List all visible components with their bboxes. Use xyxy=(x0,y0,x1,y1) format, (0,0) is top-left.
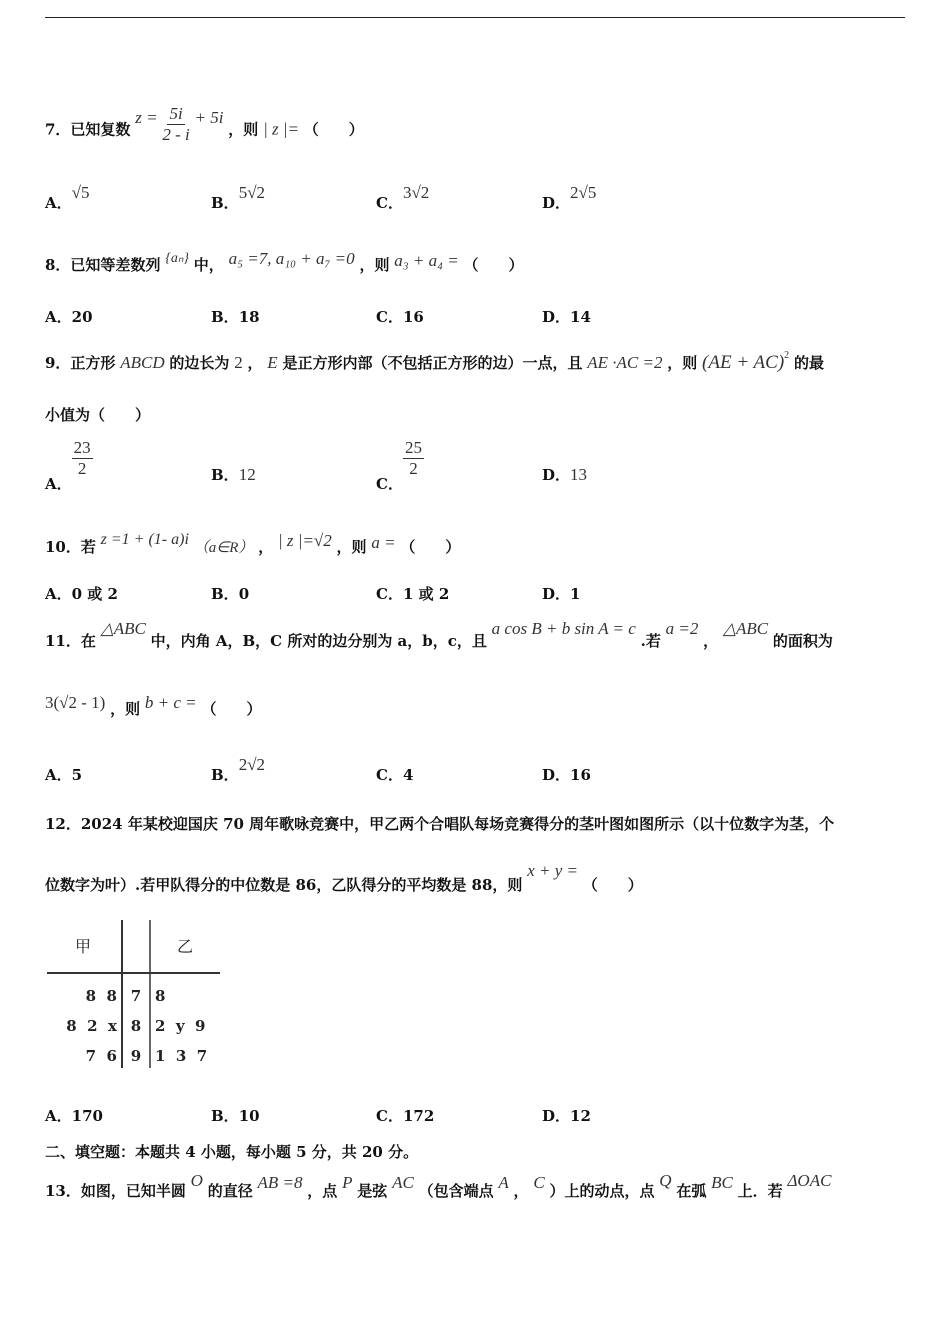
q10-prefix: 10．若 xyxy=(45,538,96,556)
q8-suffix: （ ） xyxy=(463,256,524,274)
q8-option-b: B．18 xyxy=(211,308,260,326)
q9-length: 2 xyxy=(234,353,243,372)
q9-option-a-fraction: $\frac{23}{2}$ xyxy=(73,438,91,478)
q12-target: x + y = xyxy=(527,861,578,880)
q7-abs: | z |= xyxy=(263,119,299,139)
q9-option-d: D．13 xyxy=(542,465,588,484)
row1-right-leaves: 8 xyxy=(155,987,166,1005)
stem-leaf-diagram xyxy=(45,918,225,1078)
q9-prefix: 9．正方形 xyxy=(45,354,116,372)
q10-condition: （a∈R） xyxy=(193,540,254,556)
q13-t6: ）上的动点，点 xyxy=(549,1182,655,1200)
row3-stem: 9 xyxy=(130,1047,142,1065)
q13-t1: 的直径 xyxy=(207,1182,253,1200)
q13-oac: ΔOAC xyxy=(787,1171,832,1190)
q11-a-value: a =2 xyxy=(665,619,699,638)
q11-condition: a cos B + b sin A = c xyxy=(491,619,636,638)
q11-area: 3(√2 - 1) xyxy=(45,693,106,712)
q8-target: a₃ + a₄ = xyxy=(394,251,459,270)
q11-option-b: B．2√2 xyxy=(211,755,266,784)
q8-mid2: ，则 xyxy=(359,256,390,274)
q8-option-a: A．20 xyxy=(45,308,93,326)
row2-right-leaves: 2 y 9 xyxy=(155,1017,206,1035)
q10-option-d: D．1 xyxy=(542,585,581,603)
q10-formula: z =1 + (1- a)i xyxy=(100,531,189,548)
left-header: 甲 xyxy=(74,937,92,956)
q12-option-a: A．170 xyxy=(45,1107,103,1125)
q9-option-c-fraction: $\frac{25}{2}$ xyxy=(404,438,422,478)
q13-o: O xyxy=(190,1171,203,1190)
row3-right-leaves: 1 3 7 xyxy=(155,1047,208,1065)
section-2-heading: 二、填空题：本题共 4 小题，每小题 5 分，共 20 分。 xyxy=(45,1143,419,1161)
q12-suffix: （ ） xyxy=(582,876,643,894)
q7-option-b: B．5√2 xyxy=(211,183,266,212)
q11-t2: .若 xyxy=(640,632,661,650)
row1-stem: 7 xyxy=(130,987,142,1005)
row1-left-leaves: 8 8 xyxy=(85,987,117,1005)
q9-t2: ， xyxy=(247,354,263,372)
q9-t3: 是正方形内部（不包括正方形的边）一点，且 xyxy=(282,354,583,372)
q10-option-b: B．0 xyxy=(211,585,250,603)
q13-a: A xyxy=(498,1173,509,1192)
q7-formula-z: z = xyxy=(135,107,158,127)
q7-fraction xyxy=(162,104,189,145)
q7-numerator: 5i xyxy=(169,104,183,123)
q9-option-b: B．12 xyxy=(211,465,256,484)
question-12-line2 xyxy=(45,861,643,895)
q8-mid1: 中， xyxy=(193,256,224,274)
q13-p: P xyxy=(342,1173,353,1192)
q13-t4: （包含端点 xyxy=(418,1182,494,1200)
q11-option-a: A．5 xyxy=(45,766,83,784)
q11-option-c: C．4 xyxy=(376,766,414,784)
q7-suffix: （ ） xyxy=(303,120,364,139)
q11-prefix: 11．在 xyxy=(45,632,96,650)
q10-abs: | z |=√2 xyxy=(278,531,332,550)
q7-option-d: D．2√5 xyxy=(542,183,597,212)
q9-t1: 的边长为 xyxy=(169,354,230,372)
q10-option-a: A．0 或 2 xyxy=(45,585,118,603)
q7-prefix: 7．已知复数 xyxy=(45,120,131,139)
q8-option-c: C．16 xyxy=(376,308,424,326)
q13-t3: 是弦 xyxy=(357,1182,388,1200)
top-rule xyxy=(45,17,905,18)
q12-option-b: B．10 xyxy=(211,1107,260,1125)
q7-middle: ，则 xyxy=(228,120,259,139)
q12-option-d: D．12 xyxy=(542,1107,591,1125)
question-11-line2 xyxy=(45,693,262,719)
row3-left-leaves: 7 6 xyxy=(85,1047,117,1065)
q11-t4: 的面积为 xyxy=(772,632,833,650)
q11-triangle: △ABC xyxy=(100,619,146,638)
q8-seq: {aₙ} xyxy=(165,251,190,266)
q13-ac: AC xyxy=(392,1173,414,1192)
q9-line2: 小值为（ ） xyxy=(45,406,151,424)
q10-t1: ， xyxy=(258,538,274,556)
question-10 xyxy=(45,531,461,557)
q10-suffix: （ ） xyxy=(400,538,461,556)
q11-suffix: （ ） xyxy=(201,700,262,718)
q9-t5: 的最 xyxy=(793,354,824,372)
q10-option-c: C．1 或 2 xyxy=(376,585,450,603)
q11-option-d: D．16 xyxy=(542,766,591,784)
q8-condition: a₅ =7, a₁₀ + a₇ =0 xyxy=(228,249,355,268)
q8-prefix: 8．已知等差数列 xyxy=(45,256,161,274)
question-7 xyxy=(45,104,364,151)
q11-t3: ， xyxy=(703,632,719,650)
q13-t5: ， xyxy=(513,1182,529,1200)
q13-t8: 上．若 xyxy=(737,1182,783,1200)
q9-option-c: C． $\frac{25}{2}$ xyxy=(376,438,422,493)
row2-stem: 8 xyxy=(130,1017,142,1035)
q11-t5: ，则 xyxy=(110,700,141,718)
q7-denominator: 2 - i xyxy=(162,125,190,144)
q9-square: ABCD xyxy=(120,353,165,372)
q8-option-d: D．14 xyxy=(542,308,591,326)
q9-expression: (AE + AC) xyxy=(702,352,785,373)
question-13 xyxy=(45,1171,832,1201)
q13-q: Q xyxy=(659,1171,672,1190)
q7-option-c: C．3√2 xyxy=(376,183,430,212)
q10-t2: ，则 xyxy=(336,538,367,556)
q12-line1: 12．2024 年某校迎国庆 70 周年歌咏竞赛中，甲乙两个合唱队每场竞赛得分的茎叶图如图所示（以十位数字为茎，个 xyxy=(45,815,835,833)
q10-target: a = xyxy=(371,533,396,552)
q13-t2: ，点 xyxy=(307,1182,338,1200)
q7-option-a: A．√5 xyxy=(45,183,90,212)
q11-target: b + c = xyxy=(144,693,197,712)
question-11 xyxy=(45,619,833,651)
q11-triangle-2: △ABC xyxy=(722,619,769,638)
right-header: 乙 xyxy=(176,937,194,956)
q12-line2: 位数字为叶）.若甲队得分的中位数是 86，乙队得分的平均数是 88，则 xyxy=(45,876,523,894)
q9-point: E xyxy=(267,353,278,372)
q12-option-c: C．172 xyxy=(376,1107,435,1125)
question-8 xyxy=(45,249,524,275)
question-9 xyxy=(45,352,824,374)
q9-condition: AE ·AC =2 xyxy=(587,353,663,372)
q13-bc: BC xyxy=(711,1173,733,1192)
q7-plus-term: + 5i xyxy=(194,107,224,127)
q9-expression-sup: 2 xyxy=(784,350,790,361)
q13-prefix: 13．如图，已知半圆 xyxy=(45,1182,186,1200)
q9-t4: ，则 xyxy=(667,354,698,372)
q13-t7: 在弧 xyxy=(676,1182,707,1200)
q11-t1: 中，内角 A，B，C 所对的边分别为 a，b，c，且 xyxy=(150,632,487,650)
row2-left-leaves: 8 2 x xyxy=(66,1017,117,1035)
q9-option-a: A． $\frac{23}{2}$ xyxy=(45,438,91,493)
q13-c: C xyxy=(533,1173,545,1192)
q13-ab: AB =8 xyxy=(257,1173,303,1192)
